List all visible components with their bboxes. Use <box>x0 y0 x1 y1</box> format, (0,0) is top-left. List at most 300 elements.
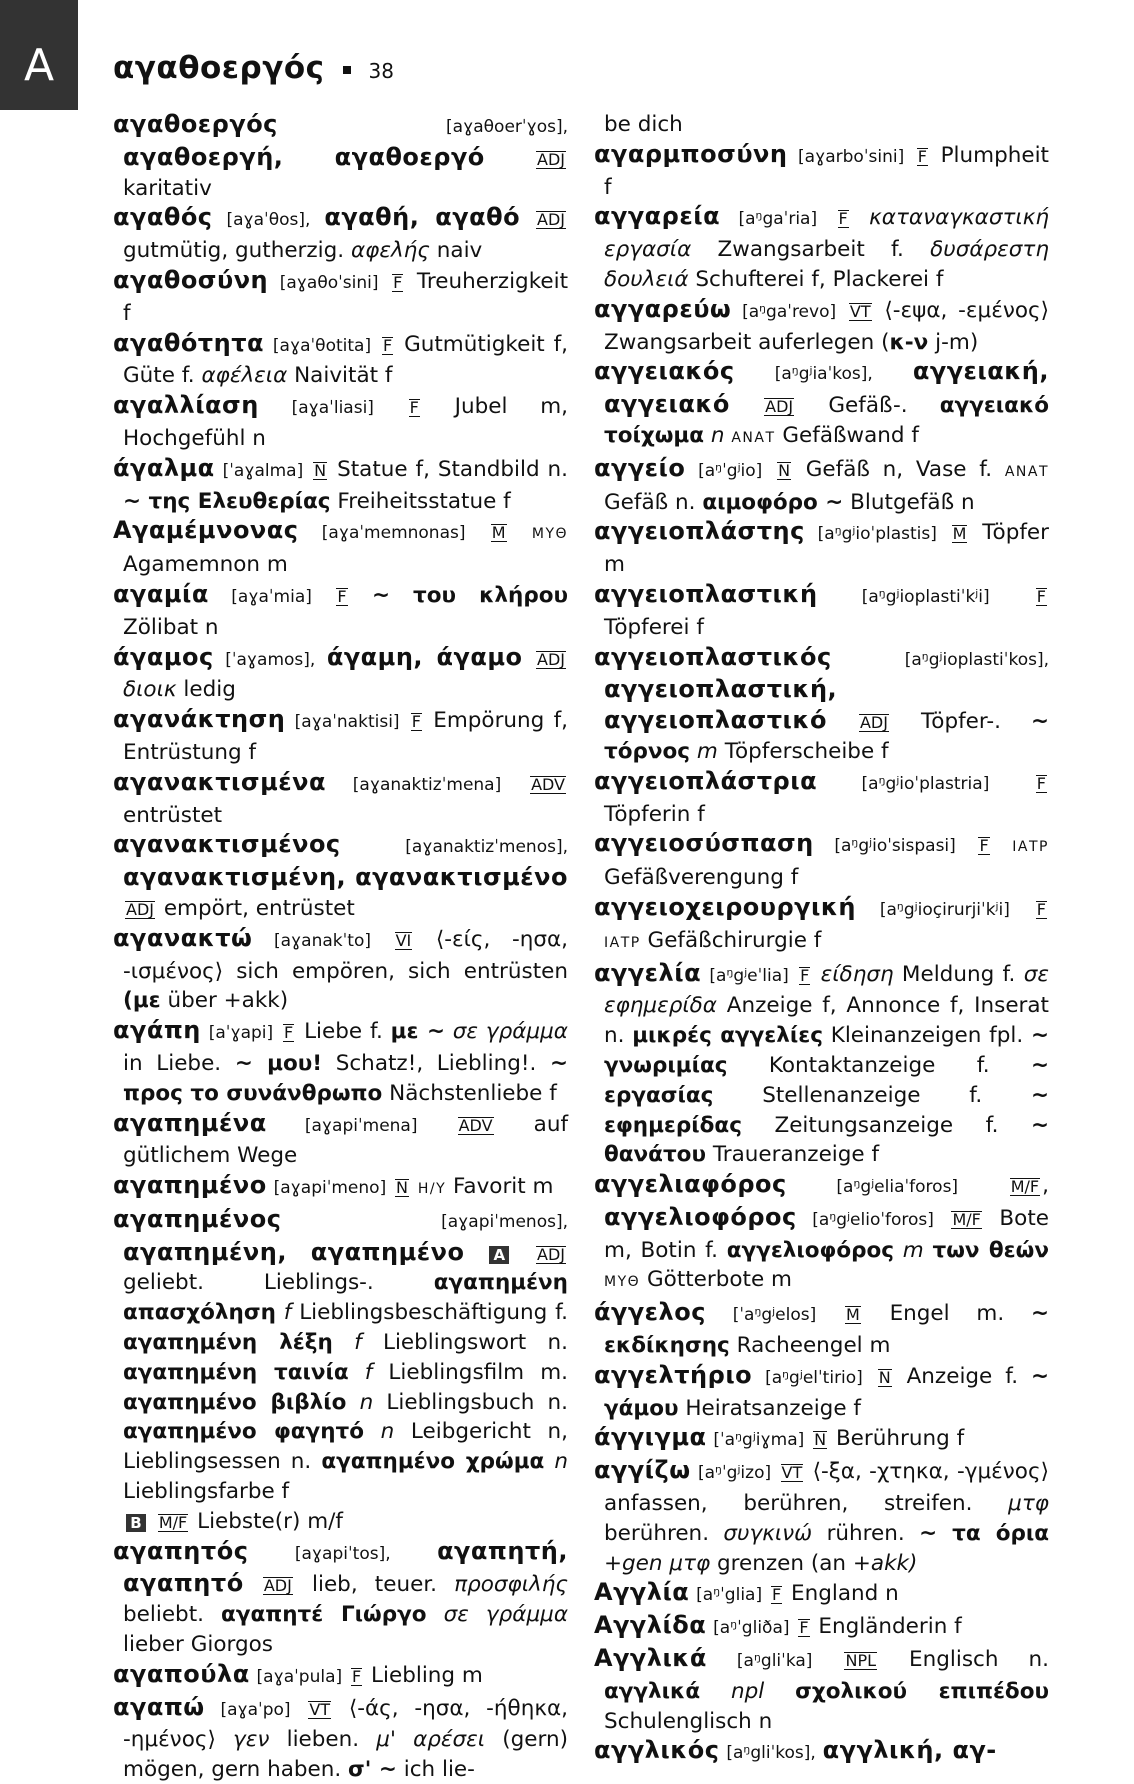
dictionary-entry <box>113 1171 568 1205</box>
example-phrase: κ-ν <box>889 329 929 355</box>
dictionary-entry <box>594 295 1049 358</box>
headword: αγανάκτηση <box>113 705 286 734</box>
pos-label: F <box>1036 586 1046 606</box>
translation: Heiratsanzeige f <box>685 1395 861 1421</box>
dictionary-entry <box>594 1578 1049 1611</box>
dictionary-entry <box>594 643 1049 767</box>
sense-indicator: δυσάρεστη δουλειά <box>604 237 1049 292</box>
headword: αγανακτώ <box>113 923 253 952</box>
translation: Töpfer m <box>604 520 1049 578</box>
right-column <box>594 110 1049 1769</box>
headword: αγγαρεύω <box>594 294 732 323</box>
translation: Englisch n. <box>909 1647 1049 1673</box>
gender: f <box>283 1300 292 1326</box>
pos-label: M <box>491 523 506 543</box>
pos-label: N <box>814 1430 827 1450</box>
example-phrase: αγγειακό τοίχωμα <box>604 393 1050 448</box>
translation: anfassen, berühren, streifen. <box>604 1491 973 1517</box>
guide-word: αγαθοεργός <box>113 50 325 86</box>
pronunciation: [aᵑˈglia] <box>696 1585 763 1606</box>
headword: αγαπημένα <box>113 1108 267 1137</box>
headword: αγγελιαφόρος <box>594 1170 787 1199</box>
pos-label: F <box>351 1666 362 1686</box>
dictionary-entry <box>113 580 568 643</box>
translation: Stellenanzeige f. <box>762 1082 983 1108</box>
pronunciation: [aɣanaktizˈmena] <box>352 774 502 795</box>
translation: Schulenglisch n <box>604 1708 773 1734</box>
domain-label: Η/Υ <box>417 1181 447 1198</box>
translation: Bote m, Botin f. <box>604 1205 1049 1263</box>
domain-label: ΙΑΤΡ <box>1012 839 1049 856</box>
dictionary-entry <box>594 893 1049 959</box>
example-phrase: αγαπημένη ταινία <box>123 1359 349 1385</box>
gender: f <box>364 1359 373 1385</box>
sense-indicator: προσφιλής <box>454 1572 568 1598</box>
dictionary-entry <box>113 705 568 768</box>
pos-label: M/F <box>158 1512 188 1532</box>
dictionary-entry <box>594 829 1049 893</box>
example-phrase: αγαπημένη απασχόληση <box>123 1270 568 1326</box>
register-label: μτφ <box>1008 1491 1049 1517</box>
translation: geliebt. Lieblings-. <box>123 1270 374 1296</box>
dictionary-entry <box>113 329 568 392</box>
headword: άγαλμα <box>113 453 215 482</box>
pos-label: N <box>878 1367 891 1387</box>
pronunciation: [aᵑgʲeliaˈforos] <box>836 1177 959 1198</box>
headword: αγαθότητα <box>113 328 265 357</box>
translation: berühren. <box>604 1520 710 1546</box>
dictionary-entry <box>594 1456 1049 1578</box>
translation: Töpfer-. <box>920 709 1001 735</box>
pronunciation: [aᵑˈgʲizo] <box>697 1463 772 1484</box>
pos-label: F <box>800 965 810 985</box>
gender: npl <box>730 1678 765 1704</box>
pos-label: ADJ <box>126 899 154 919</box>
pronunciation: [aɣaˈθotita] <box>272 335 372 356</box>
pos-label: ADJ <box>537 649 565 669</box>
translation: Kontaktanzeige f. <box>768 1052 990 1078</box>
translation: Agamemnon m <box>123 552 288 578</box>
dictionary-entry <box>113 391 568 454</box>
dictionary-entry <box>594 140 1049 203</box>
translation: Zwangsarbeit f. <box>717 237 904 263</box>
example-phrase: ~ θανάτου <box>604 1112 1049 1168</box>
pronunciation: [aᵑˈgliða] <box>713 1618 790 1639</box>
example-phrase: ~ εκδίκησης <box>604 1301 1049 1359</box>
translation: Meldung f. <box>901 961 1016 987</box>
inflected-forms: αγγειακή, αγγειακό <box>604 357 1049 419</box>
pos-label: M <box>846 1305 860 1325</box>
translation: Lieblingswort n. <box>382 1330 569 1356</box>
translation: Plumpheit f <box>604 142 1049 200</box>
headword: αγαρμποσύνη <box>594 139 788 168</box>
dictionary-entry <box>113 830 568 923</box>
translation: beliebt. <box>123 1602 204 1628</box>
pronunciation: [aɣarboˈsini] <box>798 146 905 167</box>
translation: Statue f, Standbild n. <box>337 456 569 482</box>
translation: Berührung f <box>835 1426 965 1452</box>
domain-label: ΜΥΘ <box>604 1274 641 1291</box>
translation: j-m) <box>935 329 979 355</box>
domain-label: ΜΥΘ <box>531 526 569 543</box>
inflected-forms: αγαπημένη, αγαπημένο <box>123 1237 465 1266</box>
pronunciation: [aᵑgʲelˈtirio] <box>765 1367 863 1388</box>
headword: αγαθοσύνη <box>113 265 269 294</box>
translation: Zölibat n <box>123 614 219 640</box>
example-phrase: ~ προς το συνάνθρωπο <box>123 1050 568 1106</box>
pos-label: F <box>1036 773 1046 793</box>
translation: Treuherzigkeit f <box>123 268 569 326</box>
headword: αγγειοχειρουργική <box>594 892 856 921</box>
sense-marker: B <box>126 1514 146 1532</box>
translation: Engel m. <box>889 1301 1005 1327</box>
example-phrase: ~ μου! <box>234 1050 323 1076</box>
translation: Racheengel m <box>736 1333 891 1359</box>
translation: grenzen (an <box>717 1550 847 1576</box>
dictionary-entry <box>594 1361 1049 1424</box>
pos-label: F <box>917 146 927 166</box>
sense-indicator: συγκινώ <box>723 1520 813 1546</box>
pos-label: VI <box>395 930 412 950</box>
example-phrase: ~ του κλήρου <box>371 582 568 608</box>
example-phrase: αγαπημένο βιβλίο <box>123 1389 347 1415</box>
sense-indicator: αφέλεια <box>201 363 288 389</box>
pronunciation: [aᵑˈgʲio] <box>698 460 763 481</box>
headword: αγαλλίαση <box>113 391 259 420</box>
headword: αγανακτισμένα <box>113 767 326 796</box>
pronunciation: [aɣanakˈto] <box>273 930 371 951</box>
pos-label: VT <box>781 1463 803 1483</box>
pos-label: VT <box>309 1699 331 1719</box>
pronunciation: [aᵑgʲiaˈkos], <box>774 364 873 385</box>
pronunciation: [aɣapiˈmeno] <box>273 1178 387 1199</box>
inflected-forms: αγανακτισμένη, αγανακτισμένο <box>123 863 568 892</box>
pronunciation: [aɣaθoerˈɣos], <box>446 117 568 137</box>
pronunciation: [aᵑgaˈria] <box>738 209 818 230</box>
grammar-note: +gen μτφ <box>604 1550 711 1576</box>
inflection: ⟨-άς, -ησα, -ήθηκα, -ημένος⟩ <box>123 1695 568 1753</box>
headword: αγάπη <box>113 1016 201 1045</box>
translation: sich empören, sich entrüsten <box>236 958 568 984</box>
dictionary-entry <box>594 1423 1049 1456</box>
pronunciation: [aɣaˈpo] <box>220 1699 291 1720</box>
dictionary-entry <box>113 110 568 203</box>
headword: αγαπημένο <box>113 1171 267 1200</box>
pos-label: F <box>393 272 403 292</box>
translation: Lieblingsbuch n. <box>386 1389 569 1415</box>
dictionary-entry <box>113 768 568 831</box>
translation: lieber Giorgos <box>123 1632 273 1658</box>
gender: n <box>359 1389 374 1415</box>
dictionary-entry <box>113 1660 568 1693</box>
pronunciation: [aᵑgliˈkos], <box>726 1743 816 1764</box>
pos-label: NPL <box>845 1651 876 1671</box>
headword: Αγαμέμνονας <box>113 516 299 545</box>
pos-label: F <box>284 1023 294 1043</box>
pronunciation: [ˈaᵑgʲiɣma] <box>713 1430 805 1451</box>
dictionary-entry <box>113 924 568 1016</box>
entry-continuation: be dich <box>604 112 683 137</box>
example-phrase: ~ γάμου <box>604 1363 1049 1421</box>
translation: Gefäß n, Vase f. <box>805 456 993 482</box>
example-phrase: ~ τα όρια <box>919 1520 1049 1546</box>
gender: n <box>710 422 725 448</box>
pos-label: VT <box>849 301 871 321</box>
pronunciation: [aˈɣapi] <box>208 1023 274 1044</box>
pos-label: F <box>411 712 421 732</box>
translation: Lieblingsfilm m. <box>388 1359 568 1385</box>
pos-label: F <box>382 335 393 355</box>
pronunciation: [aᵑgʲioçirurjiˈkʲi] <box>879 899 1010 920</box>
translation: England n <box>791 1581 899 1607</box>
headword: αγγειακός <box>594 357 735 386</box>
dictionary-entry <box>594 767 1049 830</box>
example-phrase: ~ τόρνος <box>604 709 1049 764</box>
pronunciation: [aᵑgaˈrevo] <box>742 301 837 322</box>
example-phrase: αγαπημένο χρώμα <box>321 1449 545 1475</box>
gender: n <box>380 1419 395 1445</box>
translation: Kleinanzeigen fpl. <box>830 1023 1024 1049</box>
translation: ledig <box>183 677 236 703</box>
example-phrase: ~ εφημερίδας <box>604 1082 1049 1138</box>
dictionary-entry <box>113 266 568 329</box>
example-phrase: σ' ~ <box>348 1757 397 1783</box>
translation: Zeitungsanzeige f. <box>774 1112 999 1138</box>
headword: αγγειοπλαστικός <box>594 642 832 671</box>
pos-label: M/F <box>1010 1177 1040 1197</box>
headword: άγγελος <box>594 1298 706 1327</box>
translation: Blutgefäß n <box>850 489 975 515</box>
gender: m <box>902 1237 924 1263</box>
pronunciation: [aᵑgʲioplastiˈkos], <box>904 649 1049 670</box>
domain-label: ΙΑΤΡ <box>604 934 641 951</box>
inflected-forms: αγαθή, αγαθό <box>324 203 521 232</box>
pronunciation: [aᵑgʲioˈplastis] <box>817 524 937 545</box>
translation: über +akk) <box>167 988 289 1014</box>
gender: f <box>354 1330 362 1356</box>
thumb-index-tab <box>0 0 78 110</box>
translation: Gefäßwand f <box>782 422 919 448</box>
translation: Gefäßchirurgie f <box>647 927 822 953</box>
pos-label: F <box>771 1585 782 1605</box>
example-phrase: (με <box>123 988 161 1014</box>
translation: Anzeige f. <box>906 1363 1019 1389</box>
dictionary-entry <box>113 454 568 517</box>
pronunciation: [aɣapiˈtos], <box>294 1543 391 1564</box>
translation: empört, entrüstet <box>163 895 355 921</box>
inflection: ⟨-είς, -ησα, -ισμένος⟩ <box>123 926 568 984</box>
pos-label: F <box>979 836 989 856</box>
translation: Gefäß n. <box>604 489 696 515</box>
headword: αγγειοπλάστης <box>594 517 805 546</box>
headword: Αγγλία <box>594 1578 690 1607</box>
example-phrase: αγαπημένο φαγητό <box>123 1419 365 1445</box>
translation: Nächstenliebe f <box>389 1080 557 1106</box>
sense-indicator: είδηση <box>820 961 894 987</box>
headword: αγγελτήριο <box>594 1360 753 1389</box>
translation: Traueranzeige f <box>712 1142 880 1168</box>
left-column <box>113 110 568 1784</box>
translation: Favorit m <box>453 1174 554 1200</box>
pos-label: ADJ <box>263 1576 292 1596</box>
pronunciation: [aɣaˈpula] <box>256 1666 343 1687</box>
headword: αγγελία <box>594 958 702 987</box>
example-phrase: αγαπητέ Γιώργο <box>221 1602 427 1628</box>
example-phrase: ~ γνωριμίας <box>604 1023 1049 1078</box>
example-phrase: αιμοφόρο ~ <box>702 489 844 515</box>
grammar-note: +akk) <box>852 1550 918 1576</box>
headword: Αγγλίδα <box>594 1611 707 1640</box>
gender: n <box>554 1449 568 1475</box>
translation: rühren. <box>826 1520 905 1546</box>
inflected-forms: αγαπητή, αγαπητό <box>123 1536 568 1598</box>
sense-indicator: σε γράμμα <box>452 1019 568 1045</box>
translation: Empörung f, Entrüstung f <box>123 708 568 765</box>
pos-label: F <box>1036 899 1046 919</box>
headword: άγγιγμα <box>594 1423 707 1452</box>
dictionary-entry <box>113 1693 568 1784</box>
inflection: ⟨-εψα, -εμένος⟩ <box>884 297 1049 323</box>
dictionary-entry <box>594 1644 1049 1736</box>
inflected-forms: άγαμη, άγαμο <box>326 642 523 671</box>
translation: ich lie- <box>403 1757 475 1783</box>
translation: Töpferin f <box>604 801 705 827</box>
dictionary-entry <box>113 643 568 706</box>
translation: Gefäßverengung f <box>604 865 799 891</box>
pos-label: ADV <box>458 1115 493 1135</box>
dictionary-entry <box>113 1205 568 1537</box>
pos-label: N <box>314 460 327 480</box>
example-phrase: των θεών <box>932 1237 1049 1263</box>
pronunciation: [aᵑgʲioˈplastria] <box>861 773 990 794</box>
translation: Lieblingsbeschäftigung f. <box>299 1300 568 1326</box>
headword: αγαθός <box>113 203 213 232</box>
example-phrase: με ~ <box>390 1019 445 1045</box>
dictionary-entry <box>594 580 1049 643</box>
pronunciation: [aɣaˈθos], <box>226 210 311 231</box>
pos-label: ADJ <box>859 713 888 733</box>
domain-label: ΑΝΑΤ <box>1004 463 1049 480</box>
sense-indicator: σε εφημερίδα <box>604 961 1049 1019</box>
inflection: ⟨-ξα, -χτηκα, -γμένος⟩ <box>812 1459 1049 1485</box>
running-head <box>113 50 394 86</box>
translation: Lieblingsfarbe f <box>123 1479 290 1505</box>
pronunciation: [aɣapiˈmena] <box>304 1115 418 1136</box>
sense-indicator: σε γράμμα <box>443 1602 568 1628</box>
example-phrase: ~ εργασίας <box>604 1052 1049 1108</box>
example-phrase: αγγελιοφόρος <box>726 1237 895 1263</box>
translation: Freiheitsstatue f <box>337 488 511 514</box>
pronunciation: [aɣaˈmia] <box>231 586 312 607</box>
pos-label: ADJ <box>537 149 565 169</box>
translation: Töpferei f <box>604 614 704 640</box>
translation: in Liebe. <box>123 1050 222 1076</box>
headword: αγγειοπλαστική <box>594 579 818 608</box>
gender: m <box>696 738 718 764</box>
translation: Liebste(r) m/f <box>197 1508 343 1534</box>
inflected-forms: αγγειοπλαστική, αγγειοπλαστικό <box>604 675 838 735</box>
headword: άγαμος <box>113 642 214 671</box>
headword: αγγλικός <box>594 1736 720 1765</box>
dictionary-entry <box>594 357 1049 453</box>
pronunciation: [aɣaθoˈsini] <box>279 272 379 293</box>
pos-label: F <box>838 209 848 229</box>
translation: Gutmütigkeit f, Güte f. <box>123 331 569 389</box>
translation: Leibgericht n, Lieblingsessen n. <box>123 1419 568 1475</box>
bullet-icon <box>343 66 351 74</box>
pos-label: F <box>799 1618 809 1638</box>
headword: αγαμία <box>113 579 209 608</box>
translation: Götterbote m <box>647 1267 792 1293</box>
translation: Liebling m <box>371 1662 483 1688</box>
thumb-letter: A <box>23 39 55 91</box>
example-phrase: αγγλικά <box>604 1678 701 1704</box>
pos-label: N <box>778 460 791 480</box>
register-label: διοικ <box>123 677 177 703</box>
pos-label: M/F <box>952 1209 981 1229</box>
headword: αγαπημένος <box>113 1204 282 1233</box>
dictionary-entry <box>113 1537 568 1660</box>
pronunciation: [aɣaˈnaktisi] <box>294 712 400 733</box>
translation: Engländerin f <box>818 1614 962 1640</box>
pronunciation: [ˈaᵑgʲelos] <box>732 1305 817 1326</box>
dictionary-entry <box>113 1016 568 1108</box>
headword: αγγίζω <box>594 1456 691 1485</box>
example-phrase: ~ της Ελευθερίας <box>123 488 331 514</box>
headword: αγαθοεργός <box>113 110 278 138</box>
translation: lieben. <box>286 1727 360 1753</box>
example-phrase: σχολικού επιπέδου <box>795 1678 1049 1704</box>
headword: αγαπητός <box>113 1536 249 1565</box>
sense-indicator: μ' αρέσει <box>376 1727 486 1753</box>
translation: Zwangsarbeit auferlegen ( <box>604 329 890 355</box>
sense-indicator: καταναγκαστική εργασία <box>604 205 1049 263</box>
pos-label: M <box>952 524 967 544</box>
example-phrase: αγαπημένη λέξη <box>123 1330 333 1356</box>
pronunciation: [ˈaɣamos], <box>225 649 316 670</box>
pronunciation: [aᵑgʲelioˈforos] <box>812 1209 934 1230</box>
dictionary-entry <box>594 454 1049 518</box>
pos-label: ADV <box>531 774 565 794</box>
dictionary-entry <box>113 1109 568 1172</box>
sense-marker: A <box>489 1246 509 1264</box>
pronunciation: [aɣaˈmemnonas] <box>321 523 466 544</box>
translation: Töpferscheibe f <box>724 738 889 764</box>
headword: Αγγλικά <box>594 1644 707 1673</box>
pronunciation: [aᵑgʲioˈsispasi] <box>834 836 956 857</box>
pronunciation: [aɣanaktizˈmenos], <box>405 837 568 858</box>
pos-label: ADJ <box>537 210 565 230</box>
headword: αγγαρεία <box>594 202 721 231</box>
dictionary-entry <box>113 203 568 266</box>
pronunciation: [aɣaˈliasi] <box>291 398 374 419</box>
pos-label: F <box>337 586 347 606</box>
dictionary-entry: αγγελιαφόρος [aᵑgʲeliaˈforos] M/F , αγγελιοφόρος [aᵑgʲelioˈforos] M/F Bote m, Botin f. αγγελιοφόρος m των θεών ΜΥΘ Götterbote m <box>594 1170 1049 1293</box>
inflected-forms: αγαθοεργή, αγαθοεργό <box>123 142 485 171</box>
register-label: γεν <box>233 1727 270 1753</box>
variant-headword: αγγελιοφόρος <box>604 1202 797 1231</box>
pronunciation: [ˈaɣalma] <box>222 460 304 481</box>
pronunciation: [aᵑgliˈka] <box>736 1651 813 1672</box>
pronunciation: [aᵑgʲeˈlia] <box>709 965 789 986</box>
headword: αγγειοπλάστρια <box>594 766 818 795</box>
headword: αγαπώ <box>113 1692 205 1721</box>
dictionary-entry <box>594 1611 1049 1644</box>
translation: naiv <box>436 238 483 264</box>
translation: entrüstet <box>123 802 223 828</box>
dictionary-entry <box>594 202 1049 294</box>
translation: Schatz!, Liebling!. <box>335 1050 537 1076</box>
